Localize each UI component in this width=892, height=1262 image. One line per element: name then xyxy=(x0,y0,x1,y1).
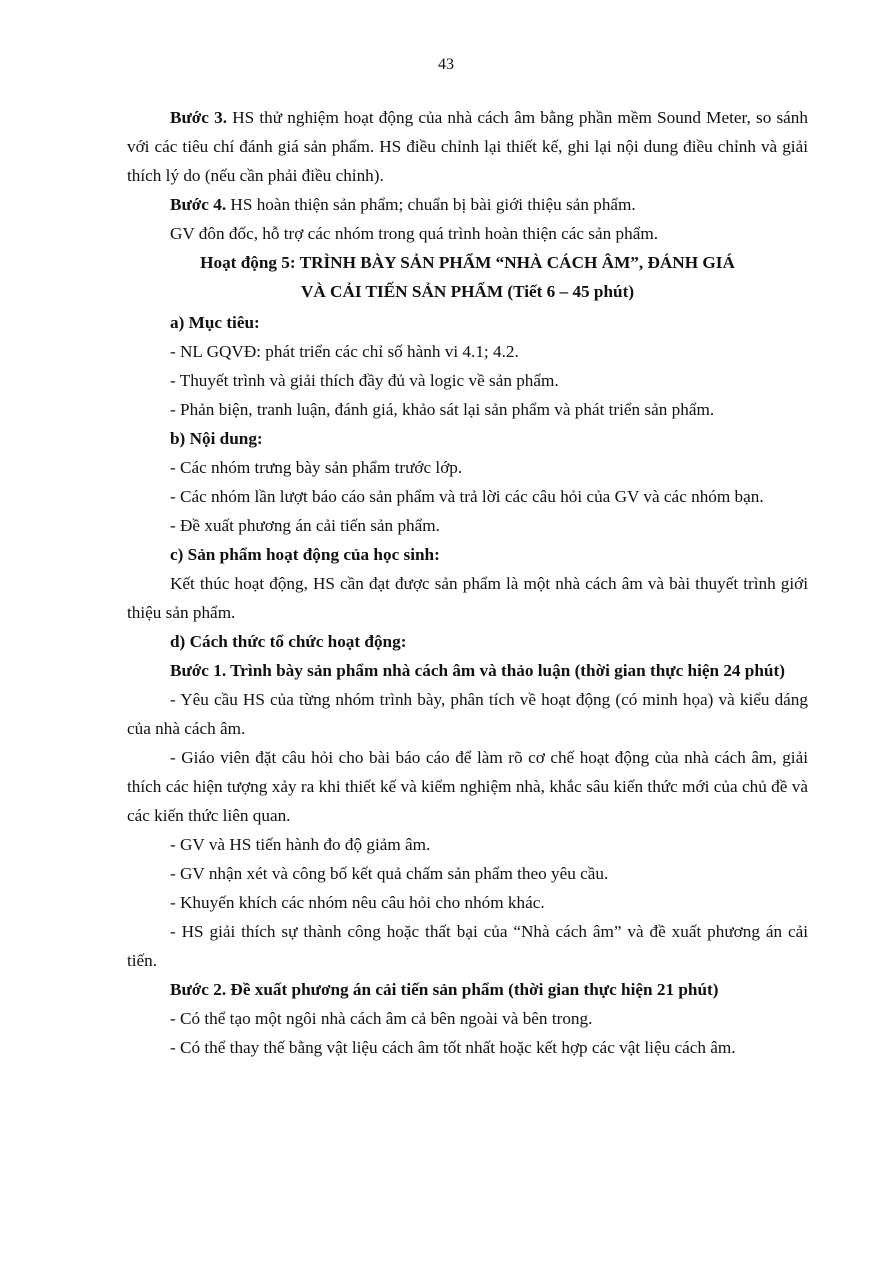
organization-heading xyxy=(170,627,808,656)
product-heading-text: c) Sản phẩm hoạt động của học sinh: xyxy=(170,545,440,564)
step1-item: - GV nhận xét và công bố kết quả chấm sản phẩm theo yêu cầu. xyxy=(170,864,609,883)
content-heading xyxy=(170,424,808,453)
step1-item xyxy=(127,743,808,830)
step1-item: - Khuyến khích các nhóm nêu câu hỏi cho nhóm khác. xyxy=(170,893,545,912)
step1-item-text: - HS giải thích sự thành công hoặc thất bại của “Nhà cách âm” và đề xuất phương án cải tiến. xyxy=(127,922,808,970)
content-item-text: - Các nhóm lần lượt báo cáo sản phẩm và trả lời các câu hỏi của GV và các nhóm bạn. xyxy=(170,487,764,506)
step3-label: Bước 3. xyxy=(170,108,228,127)
content-item: - Các nhóm trưng bày sản phẩm trước lớp. xyxy=(170,458,463,477)
step4-label: Bước 4. xyxy=(170,195,227,214)
step3-paragraph xyxy=(127,103,808,190)
objective-item: - Phản biện, tranh luận, đánh giá, khảo sát lại sản phẩm và phát triển sản phẩm. xyxy=(170,400,715,419)
gv-support-text: GV đôn đốc, hỗ trợ các nhóm trong quá trình hoàn thiện các sản phẩm. xyxy=(170,224,658,243)
step2-item xyxy=(127,1033,808,1062)
content-item: - Đề xuất phương án cải tiến sản phẩm. xyxy=(170,516,440,535)
step1-title-text: Bước 1. Trình bày sản phẩm nhà cách âm và thảo luận (thời gian thực hiện 24 phút) xyxy=(170,661,785,680)
activity5-title-line1: Hoạt động 5: TRÌNH BÀY SẢN PHẨM “NHÀ CÁCH ÂM”, ĐÁNH GIÁ xyxy=(200,253,735,272)
step1-item xyxy=(127,917,808,975)
objectives-heading xyxy=(170,308,808,337)
step1-item: - GV và HS tiến hành đo độ giảm âm. xyxy=(170,835,431,854)
step2-item: - Có thể tạo một ngôi nhà cách âm cả bên ngoài và bên trong. xyxy=(170,1009,593,1028)
product-paragraph xyxy=(127,569,808,627)
objective-item: - NL GQVĐ: phát triển các chỉ số hành vi 4.1; 4.2. xyxy=(170,342,519,361)
step1-title xyxy=(127,656,808,685)
step4-text: HS hoàn thiện sản phẩm; chuẩn bị bài giới thiệu sản phẩm. xyxy=(226,195,636,214)
product-heading xyxy=(170,540,808,569)
page-number: 43 xyxy=(438,56,454,73)
content-heading-text: b) Nội dung: xyxy=(170,429,263,448)
product-text: Kết thúc hoạt động, HS cần đạt được sản phẩm là một nhà cách âm và bài thuyết trình giới thiệu sản phẩm. xyxy=(127,574,808,622)
document-body xyxy=(127,103,808,1062)
step2-title-text: Bước 2. Đề xuất phương án cải tiến sản phẩm (thời gian thực hiện 21 phút) xyxy=(170,980,719,999)
step2-title xyxy=(170,975,808,1004)
step1-item-text: - Giáo viên đặt câu hỏi cho bài báo cáo để làm rõ cơ chế hoạt động của nhà cách âm, giải thích các hiện tượng xảy ra khi thiết kế và kiểm nghiệm nhà, khắc sâu kiến thức mới của chủ đề và các kiến thức liên quan. xyxy=(127,748,808,825)
step3-text: HS thử nghiệm hoạt động của nhà cách âm bằng phần mềm Sound Meter, so sánh với các tiêu chí đánh giá sản phẩm. HS điều chỉnh lại thiết kế, ghi lại nội dung điều chỉnh và giải thích lý do (nếu cần phải điều chỉnh). xyxy=(127,108,808,185)
step1-item-text: - Yêu cầu HS của từng nhóm trình bày, phân tích về hoạt động (có minh họa) và kiểu dáng của nhà cách âm. xyxy=(127,690,808,738)
activity5-title-line2: VÀ CẢI TIẾN SẢN PHẨM (Tiết 6 – 45 phút) xyxy=(300,282,635,301)
content-item xyxy=(127,482,808,511)
objectives-heading-text: a) Mục tiêu: xyxy=(170,313,260,332)
step4-paragraph xyxy=(170,190,808,219)
organization-heading-text: d) Cách thức tổ chức hoạt động: xyxy=(170,632,407,651)
step1-item xyxy=(127,685,808,743)
objective-item: - Thuyết trình và giải thích đầy đủ và logic về sản phẩm. xyxy=(170,371,559,390)
step2-item-text: - Có thể thay thế bằng vật liệu cách âm tốt nhất hoặc kết hợp các vật liệu cách âm. xyxy=(170,1038,736,1057)
